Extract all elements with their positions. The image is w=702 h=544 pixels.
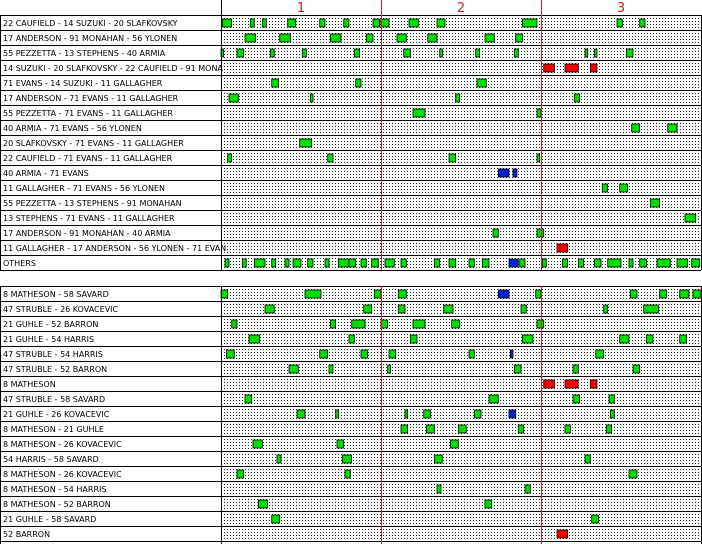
row-label: 47 STRUBLE - 52 BARRON xyxy=(3,365,108,374)
shift-bar-normal xyxy=(297,410,305,418)
shift-bar-goal xyxy=(509,259,518,267)
shift-bar-normal xyxy=(245,34,256,42)
shift-bar-normal xyxy=(536,290,541,298)
row-label: 11 GALLAGHER - 17 ANDERSON - 56 YLONEN - 71 EVAN xyxy=(3,244,227,253)
shift-bar-normal xyxy=(253,440,262,448)
shift-bar-normal xyxy=(537,320,544,328)
shift-bar-normal xyxy=(522,335,533,343)
shift-bar-normal xyxy=(516,34,523,42)
shift-bar-normal xyxy=(336,410,339,418)
shift-bar-normal xyxy=(401,425,408,433)
shift-bar-normal xyxy=(440,49,443,57)
shift-bar-normal xyxy=(270,49,274,57)
shift-bar-normal xyxy=(485,500,492,508)
shift-bar-normal xyxy=(485,34,494,42)
shift-bar-penalty xyxy=(557,244,568,252)
shift-bar-normal xyxy=(258,500,267,508)
shift-bar-normal xyxy=(594,259,601,267)
shift-bar-normal xyxy=(388,365,391,373)
shift-bar-normal xyxy=(585,49,588,57)
shift-bar-normal xyxy=(413,109,425,117)
shift-bar-normal xyxy=(629,470,637,478)
shift-bar-normal xyxy=(289,365,298,373)
row-label: 22 CAUFIELD - 71 EVANS - 11 GALLAGHER xyxy=(3,154,173,163)
shift-bar-normal xyxy=(361,350,368,358)
shift-bar-normal xyxy=(646,335,653,343)
shift-bar-normal xyxy=(245,395,252,403)
shift-bar-normal xyxy=(242,259,246,267)
shift-bar-normal xyxy=(609,395,614,403)
shift-bar-normal xyxy=(328,154,333,162)
shift-bar-normal xyxy=(514,49,518,57)
shift-bar-normal xyxy=(537,109,541,117)
shift-bar-normal xyxy=(668,124,677,132)
shift-bar-normal xyxy=(680,335,687,343)
shift-bar-normal xyxy=(640,259,647,267)
shift-bar-normal xyxy=(626,49,633,57)
shift-bar-normal xyxy=(381,19,389,27)
shift-bar-normal xyxy=(337,440,344,448)
shift-bar-normal xyxy=(424,410,431,418)
shift-bar-penalty xyxy=(565,64,578,72)
shift-bar-normal xyxy=(585,455,590,463)
row-label: 55 PEZZETTA - 71 EVANS - 11 GALLAGHER xyxy=(3,109,173,118)
shift-bar-normal xyxy=(525,485,530,493)
shift-bar-normal xyxy=(449,259,456,267)
shift-bar-normal xyxy=(320,19,325,27)
shift-bar-normal xyxy=(562,259,567,267)
row-label: 8 MATHESON xyxy=(3,380,56,389)
shift-bar-normal xyxy=(482,259,489,267)
shifts-layer xyxy=(221,19,701,544)
shift-bar-normal xyxy=(592,515,599,523)
shift-bar-normal xyxy=(293,259,301,267)
shift-bar-normal xyxy=(254,259,265,267)
shift-bar-penalty xyxy=(590,64,597,72)
shift-bar-normal xyxy=(521,305,526,313)
shift-bar-normal xyxy=(428,34,437,42)
row-label: 11 GALLAGHER - 71 EVANS - 56 YLONEN xyxy=(3,184,165,193)
shift-bar-normal xyxy=(237,470,244,478)
row-label: 54 HARRIS - 58 SAVARD xyxy=(3,455,99,464)
period-label-3: 3 xyxy=(616,1,626,16)
row-label: 8 MATHESON - 26 KOVACEVIC xyxy=(3,470,122,479)
shift-bar-normal xyxy=(352,320,365,328)
shift-bar-normal xyxy=(677,259,688,267)
shift-bar-normal xyxy=(272,515,280,523)
shift-bar-normal xyxy=(325,259,329,267)
row-label: 40 ARMIA - 71 EVANS xyxy=(3,169,89,178)
shift-bar-normal xyxy=(262,19,266,27)
row-label: 17 ANDERSON - 91 MONAHAN - 56 YLONEN xyxy=(3,34,178,43)
row-label: 8 MATHESON - 26 KOVACEVIC xyxy=(3,440,122,449)
shift-bar-normal xyxy=(404,49,411,57)
shift-bar-normal xyxy=(620,335,629,343)
row-label: 8 MATHESON - 58 SAVARD xyxy=(3,290,109,299)
shift-bar-normal xyxy=(629,259,633,267)
shift-bar-normal xyxy=(349,335,354,343)
shift-bar-normal xyxy=(606,425,611,433)
shift-bar-normal xyxy=(345,470,350,478)
row-label: 47 STRUBLE - 54 HARRIS xyxy=(3,350,103,359)
row-label: 20 SLAFKOVSKY - 71 EVANS - 11 GALLAGHER xyxy=(3,139,184,148)
shift-bar-normal xyxy=(633,365,640,373)
shift-bar-normal xyxy=(573,395,580,403)
shift-bar-normal xyxy=(338,259,349,267)
shift-bar-normal xyxy=(226,350,234,358)
shift-bar-goal xyxy=(498,290,509,298)
shift-bar-normal xyxy=(537,154,540,162)
shift-bar-normal xyxy=(434,455,442,463)
row-label: 8 MATHESON - 21 GUHLE xyxy=(3,425,104,434)
shift-bar-normal xyxy=(469,259,474,267)
shift-bar-normal xyxy=(385,259,394,267)
shift-bar-normal xyxy=(456,94,460,102)
shift-bar-normal xyxy=(344,19,349,27)
shift-bar-normal xyxy=(409,19,418,27)
row-label: 21 GUHLE - 58 SAVARD xyxy=(3,515,97,524)
shift-bar-normal xyxy=(222,19,231,27)
row-label: 14 SUZUKI - 20 SLAFKOVSKY - 22 CAUFIELD - 91 MONA xyxy=(3,64,223,73)
shift-bar-normal xyxy=(617,19,622,27)
shift-bar-normal xyxy=(542,259,546,267)
shift-bar-normal xyxy=(221,290,228,298)
shift-bar-normal xyxy=(476,49,480,57)
shift-bar-normal xyxy=(437,485,441,493)
shift-bar-normal xyxy=(228,154,232,162)
grid-layer xyxy=(225,15,699,544)
period-label-2: 2 xyxy=(456,1,466,16)
shift-bar-normal xyxy=(277,455,281,463)
shift-bar-normal xyxy=(610,410,614,418)
shift-bar-normal xyxy=(520,259,525,267)
shift-bar-normal xyxy=(469,350,474,358)
shift-bar-normal xyxy=(437,19,445,27)
shift-bar-normal xyxy=(272,259,276,267)
shift-bar-normal xyxy=(300,139,312,147)
shift-bar-normal xyxy=(330,34,341,42)
shift-bar-normal xyxy=(660,290,667,298)
shift-bar-penalty xyxy=(544,64,555,72)
shift-bar-normal xyxy=(444,305,453,313)
shift-bar-normal xyxy=(354,49,359,57)
shift-bar-penalty xyxy=(565,380,578,388)
shift-bar-normal xyxy=(578,259,583,267)
shift-bar-normal xyxy=(285,259,289,267)
shift-bar-normal xyxy=(410,335,417,343)
shift-bar-normal xyxy=(320,350,328,358)
row-label: 55 PEZZETTA - 13 STEPHENS - 91 MONAHAN xyxy=(3,199,182,208)
shift-bar-normal xyxy=(458,425,466,433)
shift-bar-normal xyxy=(602,184,607,192)
row-label: 8 MATHESON - 54 HARRIS xyxy=(3,485,107,494)
period-label-1: 1 xyxy=(296,1,306,16)
row-label: 8 MATHESON - 52 BARRON xyxy=(3,500,111,509)
shift-bar-normal xyxy=(389,350,396,358)
row-label: 40 ARMIA - 71 EVANS - 56 YLONEN xyxy=(3,124,142,133)
shift-bar-normal xyxy=(477,79,486,87)
shift-bar-normal xyxy=(632,124,640,132)
shift-bar-normal xyxy=(356,79,361,87)
shift-bar-normal xyxy=(229,94,238,102)
shift-bar-normal xyxy=(308,259,313,267)
shift-bar-normal xyxy=(514,365,521,373)
shift-bar-normal xyxy=(650,199,659,207)
shift-bar-normal xyxy=(522,19,537,27)
shift-bar-normal xyxy=(225,259,229,267)
row-label: 22 CAUFIELD - 14 SUZUKI - 20 SLAFKOVSKY xyxy=(3,19,178,28)
shift-bar-normal xyxy=(302,49,306,57)
shift-bar-normal xyxy=(596,350,604,358)
shift-bar-normal xyxy=(644,305,659,313)
shift-bar-normal xyxy=(373,19,380,27)
shift-bar-normal xyxy=(426,425,434,433)
row-label: 17 ANDERSON - 71 EVANS - 11 GALLAGHER xyxy=(3,94,179,103)
shift-bar-normal xyxy=(237,49,244,57)
shift-bar-normal xyxy=(232,320,237,328)
shift-bar-normal xyxy=(474,410,481,418)
shift-bar-normal xyxy=(250,19,254,27)
shift-bar-normal xyxy=(366,34,373,42)
shift-bar-normal xyxy=(381,320,388,328)
shift-bar-normal xyxy=(489,395,498,403)
shift-bar-normal xyxy=(657,259,670,267)
minute-grid-bottom-team xyxy=(225,286,699,544)
shift-bar-normal xyxy=(604,305,608,313)
row-label: OTHERS xyxy=(3,259,36,268)
shift-bar-normal xyxy=(413,320,425,328)
shift-bar-normal xyxy=(608,259,621,267)
shift-bar-normal xyxy=(265,305,274,313)
shift-bar-penalty xyxy=(590,380,597,388)
row-label: 47 STRUBLE - 26 KOVACEVIC xyxy=(3,305,119,314)
shift-bar-normal xyxy=(685,214,696,222)
row-label: 52 BARRON xyxy=(3,530,51,539)
shift-bar-normal xyxy=(329,365,333,373)
shift-bar-normal xyxy=(342,455,351,463)
shift-bar-normal xyxy=(249,335,260,343)
shift-bar-normal xyxy=(620,184,628,192)
shift-bar-normal xyxy=(692,259,700,267)
shift-bar-normal xyxy=(349,259,356,267)
shift-bar-normal xyxy=(630,290,637,298)
row-label: 21 GUHLE - 52 BARRON xyxy=(3,320,99,329)
shift-bar-normal xyxy=(680,290,689,298)
shift-bar-normal xyxy=(330,320,335,328)
shift-bar-normal xyxy=(372,259,379,267)
shift-bar-normal xyxy=(305,290,321,298)
shift-bar-normal xyxy=(574,94,579,102)
shift-bar-normal xyxy=(537,229,544,237)
shift-bar-normal xyxy=(361,259,366,267)
shift-bar-goal xyxy=(510,350,513,358)
row-label: 55 PEZZETTA - 13 STEPHENS - 40 ARMIA xyxy=(3,49,166,58)
shift-bar-penalty xyxy=(557,530,568,538)
row-label: 71 EVANS - 14 SUZUKI - 11 GALLAGHER xyxy=(3,79,163,88)
shift-bar-normal xyxy=(405,410,408,418)
row-label: 13 STEPHENS - 71 EVANS - 11 GALLAGHER xyxy=(3,214,175,223)
shift-bar-normal xyxy=(640,19,645,27)
shift-bar-normal xyxy=(434,259,439,267)
shift-bar-normal xyxy=(452,320,460,328)
shift-bar-normal xyxy=(693,290,701,298)
shift-bar-normal xyxy=(288,19,296,27)
shift-bar-normal xyxy=(398,290,406,298)
shift-bar-normal xyxy=(449,154,456,162)
shift-bar-normal xyxy=(401,259,406,267)
shift-bar-normal xyxy=(565,425,570,433)
shift-bar-penalty xyxy=(544,380,555,388)
shift-bar-normal xyxy=(398,305,405,313)
shift-bar-normal xyxy=(397,34,406,42)
shift-bar-normal xyxy=(594,49,597,57)
row-label: 21 GUHLE - 26 KOVACEVIC xyxy=(3,410,110,419)
shift-bar-normal xyxy=(518,425,523,433)
shift-bar-normal xyxy=(493,229,498,237)
shift-bar-goal xyxy=(498,169,509,177)
shift-bar-goal xyxy=(513,169,517,177)
shift-bar-goal xyxy=(509,410,516,418)
row-label: 17 ANDERSON - 91 MONAHAN - 40 ARMIA xyxy=(3,229,171,238)
row-label: 47 STRUBLE - 58 SAVARD xyxy=(3,395,106,404)
shift-bar-normal xyxy=(280,34,291,42)
shift-bar-normal xyxy=(310,94,313,102)
shift-bar-normal xyxy=(573,365,578,373)
shift-bar-normal xyxy=(374,290,381,298)
shift-bar-normal xyxy=(272,79,279,87)
row-label: 21 GUHLE - 54 HARRIS xyxy=(3,335,95,344)
shift-bar-normal xyxy=(364,305,372,313)
shift-bar-normal xyxy=(450,440,458,448)
